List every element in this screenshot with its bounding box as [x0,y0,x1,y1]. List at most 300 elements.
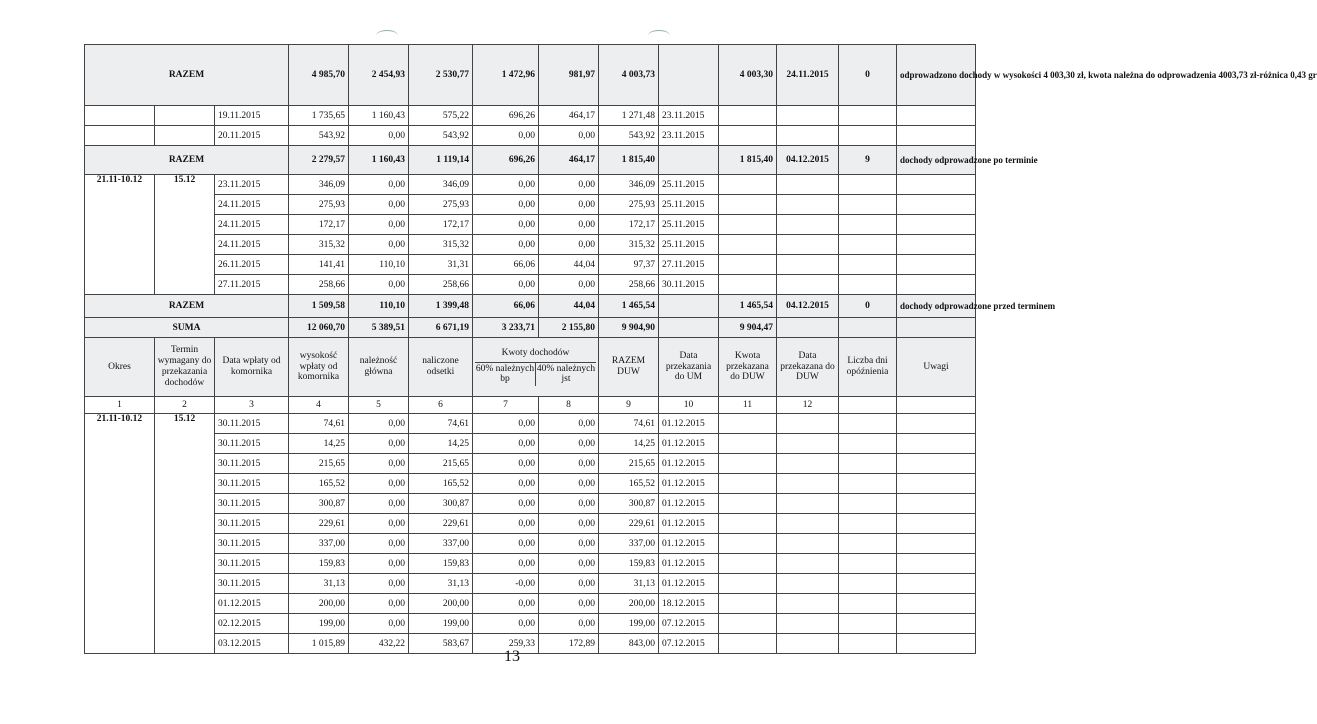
empty-cell [897,514,976,534]
payment-date-cell: 30.11.2015 [215,474,289,494]
empty-cell [777,414,839,434]
empty-cell [839,454,897,474]
empty-cell [839,574,897,594]
payment-date-cell: 30.11.2015 [215,434,289,454]
empty-cell [719,255,777,275]
scan-artifact [648,30,670,41]
amount-cell: 215,65 [409,454,473,474]
empty-cell [719,494,777,514]
empty-cell [839,494,897,514]
payment-date-cell: 20.11.2015 [215,126,289,146]
payment-date-cell: 30.11.2015 [215,454,289,474]
amount-cell: 543,92 [289,126,349,146]
empty-cell [719,195,777,215]
column-number-cell: 6 [409,397,473,414]
empty-cell [777,195,839,215]
header-kwoty-label: Kwoty dochodów [501,347,570,358]
empty-cell [659,146,719,175]
amount-cell: 165,52 [599,474,659,494]
amount-cell: 0,00 [539,554,599,574]
amount-cell: 44,04 [539,255,599,275]
empty-cell [839,397,897,414]
empty-cell [85,126,155,146]
total-label: SUMA [85,318,289,338]
empty-cell [839,255,897,275]
empty-cell [897,397,976,414]
table-row [85,106,976,126]
amount-cell: 583,67 [409,634,473,654]
empty-cell [897,614,976,634]
amount-cell: 0,00 [473,454,539,474]
amount-cell: 0,00 [473,235,539,255]
header-odsetki: naliczone odsetki [409,338,473,397]
transfer-date-cell: 25.11.2015 [659,175,719,195]
amount-cell: 258,66 [409,275,473,295]
amount-cell: 172,17 [599,215,659,235]
column-number-cell: 9 [599,397,659,414]
amount-cell: 199,00 [409,614,473,634]
empty-cell [719,594,777,614]
amount-cell: -0,00 [473,574,539,594]
table-row [85,474,976,494]
empty-cell [155,126,215,146]
summary-amount-cell: 110,10 [349,295,409,318]
amount-cell: 165,52 [409,474,473,494]
empty-cell [777,514,839,534]
summary-amount-cell: 1 160,43 [349,146,409,175]
transfer-date-cell: 25.11.2015 [659,195,719,215]
amount-cell: 275,93 [409,195,473,215]
remarks-cell: dochody odprowadzone po terminie [897,146,976,175]
amount-cell: 159,83 [599,554,659,574]
amount-cell: 97,37 [599,255,659,275]
amount-cell: 200,00 [289,594,349,614]
summary-amount-cell: 2 454,93 [349,45,409,106]
amount-cell: 0,00 [539,614,599,634]
table-row [85,454,976,474]
empty-cell [777,215,839,235]
amount-cell: 300,87 [409,494,473,514]
amount-cell: 0,00 [349,235,409,255]
summary-amount-cell: 2 279,57 [289,146,349,175]
amount-cell: 0,00 [539,434,599,454]
amount-cell: 346,09 [289,175,349,195]
amount-cell: 0,00 [349,594,409,614]
amount-cell: 229,61 [409,514,473,534]
amount-cell: 0,00 [473,195,539,215]
column-number-cell: 8 [539,397,599,414]
empty-cell [897,175,976,195]
amount-cell: 31,13 [599,574,659,594]
table-row [85,235,976,255]
column-number-cell: 7 [473,397,539,414]
empty-cell [719,514,777,534]
table-row [85,275,976,295]
empty-cell [897,534,976,554]
amount-cell: 229,61 [289,514,349,534]
amount-cell: 0,00 [473,554,539,574]
amount-cell: 0,00 [349,514,409,534]
header-data-um: Data przekazania do UM [659,338,719,397]
amount-cell: 0,00 [349,474,409,494]
amount-cell: 31,13 [409,574,473,594]
header-kwoty [473,338,599,397]
summary-amount-cell: 4 003,73 [599,45,659,106]
amount-cell: 0,00 [349,454,409,474]
empty-cell [719,534,777,554]
remarks-cell: odprowadzono dochody w wysokości 4 003,30 zł, kwota należna do odprowadzenia 4003,73 zł-różnica 0,43 gr [897,45,976,106]
header-naleznosc: należność główna [349,338,409,397]
amount-cell: 74,61 [289,414,349,434]
deadline-cell: 15.12 [155,175,215,295]
column-number-cell: 10 [659,397,719,414]
payment-date-cell: 24.11.2015 [215,215,289,235]
amount-cell: 31,31 [409,255,473,275]
summary-amount-cell: 696,26 [473,146,539,175]
summary-amount-cell: 44,04 [539,295,599,318]
amount-cell: 432,22 [349,634,409,654]
amount-cell: 165,52 [289,474,349,494]
table-row [85,614,976,634]
table-row [85,494,976,514]
transfer-date-cell: 27.11.2015 [659,255,719,275]
amount-cell: 0,00 [539,195,599,215]
transfer-date-cell: 01.12.2015 [659,454,719,474]
column-number-cell: 5 [349,397,409,414]
column-number-row [85,397,976,414]
empty-cell [839,554,897,574]
header-kwoty-60: 60% należnych bp [475,363,535,385]
amount-cell: 0,00 [349,126,409,146]
header-kwota-duw: Kwota przekazana do DUW [719,338,777,397]
amount-cell: 275,93 [289,195,349,215]
table-row [85,534,976,554]
amount-cell: 0,00 [473,275,539,295]
empty-cell [777,106,839,126]
header-kwoty-40: 40% należnych jst [536,363,596,385]
amount-cell: 14,25 [289,434,349,454]
column-number-cell: 3 [215,397,289,414]
empty-cell [719,554,777,574]
amount-cell: 0,00 [473,215,539,235]
empty-cell [839,126,897,146]
column-number-cell: 4 [289,397,349,414]
column-header-row [85,338,976,397]
amount-cell: 0,00 [539,474,599,494]
empty-cell [897,275,976,295]
amount-cell: 0,00 [473,594,539,614]
total-row [85,318,976,338]
amount-cell: 543,92 [409,126,473,146]
empty-cell [897,574,976,594]
amount-cell: 0,00 [349,574,409,594]
amount-cell: 0,00 [473,474,539,494]
empty-cell [777,494,839,514]
amount-cell: 159,83 [409,554,473,574]
table-body [85,45,1317,654]
payment-date-cell: 19.11.2015 [215,106,289,126]
summary-row [85,45,976,106]
summary-amount-cell: 1 119,14 [409,146,473,175]
transfer-date-cell: 04.12.2015 [777,146,839,175]
amount-cell: 337,00 [599,534,659,554]
amount-cell: 172,89 [539,634,599,654]
summary-label: RAZEM [85,45,289,106]
payment-date-cell: 30.11.2015 [215,554,289,574]
amount-cell: 0,00 [349,275,409,295]
empty-cell [719,175,777,195]
amount-cell: 464,17 [539,106,599,126]
summary-amount-cell: 981,97 [539,45,599,106]
transfer-date-cell: 01.12.2015 [659,574,719,594]
total-amount-cell: 12 060,70 [289,318,349,338]
remarks-cell: dochody odprowadzone przed terminem [897,295,976,318]
amount-cell: 66,06 [473,255,539,275]
amount-cell: 0,00 [349,614,409,634]
table-row [85,434,976,454]
page-number: 13 [504,648,520,665]
empty-cell [897,195,976,215]
amount-cell: 315,32 [599,235,659,255]
amount-cell: 199,00 [289,614,349,634]
transfer-date-cell: 04.12.2015 [777,295,839,318]
transfer-date-cell: 01.12.2015 [659,434,719,454]
empty-cell [777,614,839,634]
scan-artifact [376,30,398,41]
empty-cell [777,318,839,338]
header-uwagi: Uwagi [897,338,976,397]
empty-cell [897,494,976,514]
amount-cell: 0,00 [349,494,409,514]
empty-cell [777,235,839,255]
summary-label: RAZEM [85,146,289,175]
amount-cell: 172,17 [409,215,473,235]
header-okres: Okres [85,338,155,397]
transfer-date-cell: 01.12.2015 [659,514,719,534]
amount-cell: 275,93 [599,195,659,215]
table-row [85,514,976,534]
transfer-date-cell: 01.12.2015 [659,554,719,574]
amount-cell: 0,00 [539,414,599,434]
deadline-cell: 15.12 [155,414,215,654]
empty-cell [777,454,839,474]
empty-cell [897,454,976,474]
amount-cell: 0,00 [473,175,539,195]
empty-cell [839,175,897,195]
table-row [85,574,976,594]
amount-cell: 0,00 [473,434,539,454]
amount-cell: 0,00 [539,574,599,594]
transfer-date-cell: 23.11.2015 [659,126,719,146]
amount-cell: 0,00 [539,215,599,235]
empty-cell [155,106,215,126]
empty-cell [839,474,897,494]
empty-cell [719,574,777,594]
amount-cell: 575,22 [409,106,473,126]
transfer-date-cell: 01.12.2015 [659,534,719,554]
amount-cell: 1 160,43 [349,106,409,126]
empty-cell [839,195,897,215]
payment-date-cell: 24.11.2015 [215,195,289,215]
total-amount-cell: 9 904,90 [599,318,659,338]
amount-cell: 315,32 [409,235,473,255]
amount-cell: 346,09 [599,175,659,195]
header-data-wplaty: Data wpłaty od komornika [215,338,289,397]
amount-cell: 14,25 [599,434,659,454]
amount-cell: 0,00 [539,275,599,295]
amount-cell: 215,65 [599,454,659,474]
total-amount-cell: 5 389,51 [349,318,409,338]
total-transferred-cell: 9 904,47 [719,318,777,338]
transfer-date-cell: 01.12.2015 [659,494,719,514]
transfer-date-cell: 25.11.2015 [659,235,719,255]
amount-cell: 0,00 [473,534,539,554]
empty-cell [839,215,897,235]
transferred-amount-cell: 1 465,54 [719,295,777,318]
transfer-date-cell: 18.12.2015 [659,594,719,614]
empty-cell [719,414,777,434]
amount-cell: 0,00 [539,494,599,514]
payment-date-cell: 01.12.2015 [215,594,289,614]
empty-cell [777,175,839,195]
empty-cell [897,474,976,494]
empty-cell [839,534,897,554]
amount-cell: 110,10 [349,255,409,275]
amount-cell: 159,83 [289,554,349,574]
amount-cell: 0,00 [349,434,409,454]
transfer-date-cell: 07.12.2015 [659,614,719,634]
summary-amount-cell: 1 472,96 [473,45,539,106]
delay-days-cell: 0 [839,45,897,106]
amount-cell: 543,92 [599,126,659,146]
amount-cell: 200,00 [409,594,473,614]
settlement-table [84,44,1317,654]
amount-cell: 0,00 [473,126,539,146]
table-row [85,554,976,574]
empty-cell [839,318,897,338]
amount-cell: 300,87 [599,494,659,514]
empty-cell [897,215,976,235]
amount-cell: 0,00 [539,514,599,534]
transfer-date-cell: 23.11.2015 [659,106,719,126]
empty-cell [777,594,839,614]
amount-cell: 0,00 [349,175,409,195]
summary-amount-cell: 2 530,77 [409,45,473,106]
empty-cell [659,295,719,318]
empty-cell [839,106,897,126]
column-number-cell: 12 [777,397,839,414]
amount-cell: 0,00 [349,414,409,434]
transfer-date-cell: 25.11.2015 [659,215,719,235]
amount-cell: 0,00 [539,175,599,195]
table-row [85,594,976,614]
empty-cell [839,235,897,255]
amount-cell: 337,00 [409,534,473,554]
transfer-date-cell: 01.12.2015 [659,474,719,494]
amount-cell: 300,87 [289,494,349,514]
amount-cell: 14,25 [409,434,473,454]
table-row [85,175,976,195]
amount-cell: 31,13 [289,574,349,594]
empty-cell [777,574,839,594]
empty-cell [659,318,719,338]
amount-cell: 74,61 [409,414,473,434]
payment-date-cell: 26.11.2015 [215,255,289,275]
empty-cell [659,45,719,106]
column-number-cell: 1 [85,397,155,414]
amount-cell: 0,00 [349,534,409,554]
amount-cell: 0,00 [349,195,409,215]
header-data-duw: Data przekazana do DUW [777,338,839,397]
summary-label: RAZEM [85,295,289,318]
empty-cell [897,126,976,146]
total-amount-cell: 2 155,80 [539,318,599,338]
empty-cell [897,255,976,275]
amount-cell: 843,00 [599,634,659,654]
amount-cell: 172,17 [289,215,349,235]
empty-cell [839,594,897,614]
amount-cell: 346,09 [409,175,473,195]
header-wysokosc: wysokość wpłaty od komornika [289,338,349,397]
transfer-date-cell: 07.12.2015 [659,634,719,654]
payment-date-cell: 02.12.2015 [215,614,289,634]
empty-cell [897,318,976,338]
header-razem-duw: RAZEM DUW [599,338,659,397]
payment-date-cell: 30.11.2015 [215,574,289,594]
amount-cell: 0,00 [349,554,409,574]
amount-cell: 696,26 [473,106,539,126]
amount-cell: 1 735,65 [289,106,349,126]
empty-cell [777,554,839,574]
empty-cell [85,106,155,126]
empty-cell [719,474,777,494]
empty-cell [897,414,976,434]
empty-cell [839,434,897,454]
period-cell: 21.11-10.12 [85,414,155,654]
empty-cell [719,275,777,295]
empty-cell [839,414,897,434]
summary-amount-cell: 1 509,58 [289,295,349,318]
amount-cell: 0,00 [473,614,539,634]
total-amount-cell: 3 233,71 [473,318,539,338]
empty-cell [897,106,976,126]
payment-date-cell: 30.11.2015 [215,414,289,434]
summary-row [85,146,976,175]
empty-cell [777,255,839,275]
amount-cell: 0,00 [349,215,409,235]
period-cell: 21.11-10.12 [85,175,155,295]
empty-cell [719,215,777,235]
amount-cell: 0,00 [473,414,539,434]
delay-days-cell: 0 [839,295,897,318]
transfer-date-cell: 01.12.2015 [659,414,719,434]
amount-cell: 315,32 [289,235,349,255]
summary-amount-cell: 4 985,70 [289,45,349,106]
payment-date-cell: 30.11.2015 [215,534,289,554]
amount-cell: 215,65 [289,454,349,474]
empty-cell [777,534,839,554]
amount-cell: 1 271,48 [599,106,659,126]
table-row [85,195,976,215]
transferred-amount-cell: 1 815,40 [719,146,777,175]
empty-cell [897,594,976,614]
empty-cell [777,275,839,295]
amount-cell: 0,00 [539,534,599,554]
transfer-date-cell: 30.11.2015 [659,275,719,295]
empty-cell [719,614,777,634]
payment-date-cell: 03.12.2015 [215,634,289,654]
summary-amount-cell: 66,06 [473,295,539,318]
